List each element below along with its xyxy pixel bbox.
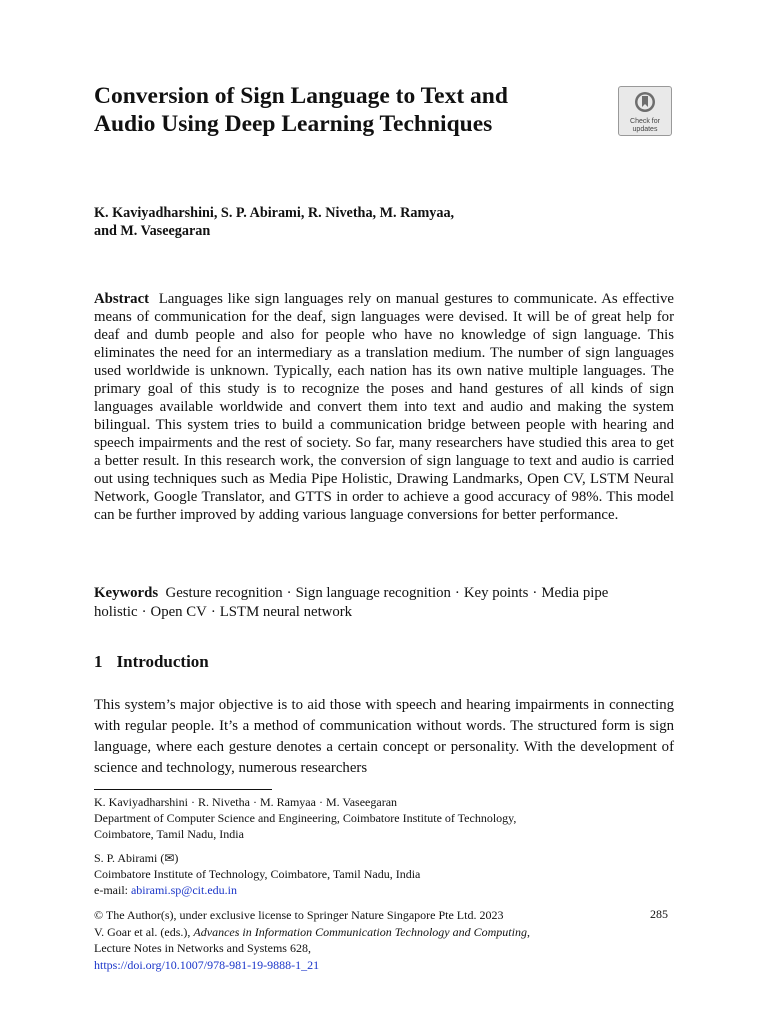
check-for-updates-badge[interactable] — [618, 86, 672, 136]
authors-line-2: and M. Vaseegaran — [94, 223, 211, 239]
author-list — [94, 204, 574, 240]
affiliation-department: Department of Computer Science and Engineering, Coimbatore Institute of Technology, — [94, 811, 517, 825]
copyright-notice: © The Author(s), under exclusive license to Springer Nature Singapore Pte Ltd. 2023 — [94, 908, 504, 922]
citation-editors: V. Goar et al. (eds.), — [94, 924, 194, 939]
abstract — [94, 290, 674, 524]
affiliation-place: Coimbatore, Tamil Nadu, India — [94, 827, 244, 841]
keyword: Key points — [463, 585, 529, 601]
keywords: Keywords Gesture recognition · Sign language recognition · Key points · Media pipe holistic · Open CV · LSTM neural network — [94, 585, 609, 620]
badge-line1: Check for — [630, 118, 660, 125]
citation-comma: , — [526, 924, 530, 939]
page-number: 285 — [650, 907, 668, 921]
mail-icon: ✉ — [164, 851, 175, 865]
corresponding-institution: Coimbatore Institute of Technology, Coimbatore, Tamil Nadu, India — [94, 867, 421, 881]
copyright-block — [94, 907, 674, 973]
authors-line-1: K. Kaviyadharshini, S. P. Abirami, R. Nivetha, M. Ramyaa, — [94, 205, 455, 221]
email-label: e-mail: — [94, 883, 131, 897]
keyword: Media pipe holistic — [94, 585, 609, 620]
keywords-label: Keywords — [94, 585, 159, 601]
abstract-text: Languages like sign languages rely on manual gestures to communicate. As effective means of communication for the deaf, sign languages were devised. It will be of great help for deaf and dumb people and also for people who have no knowledge of sign language. This eliminates the need for an intermediary as a translation medium. The number of sign languages used worldwide is unknown. Typically, each nation has its own native multiple languages. The primary goal of this study is to recognize the poses and hand gestures of all kinds of sign languages available worldwide and convert them into text and audio and making the system bilingual. This system tries to build a communication bridge between people with hearing and speech impairments and the rest of society. So far, many researchers have studied this area to get a better result. In this research work, the conversion of sign language to text and audio is carried out using techniques such as Media Pipe Holistic, Drawing Landmarks, Open CV, LSTM Neural Network, Google Translator, and GTTS in order to achieve a good accuracy of 98%. This model can be further improved by adding various language conversions for better performance. — [94, 291, 674, 523]
citation — [94, 924, 674, 941]
affiliation-footnote-2 — [94, 850, 654, 898]
email-line — [94, 882, 654, 898]
corresponding-author-name: S. P. Abirami ( — [94, 851, 165, 865]
section-number: 1 — [94, 652, 103, 671]
corresponding-author — [94, 850, 654, 866]
affiliation-footnote-1 — [94, 794, 654, 842]
section-title: Introduction — [116, 652, 209, 671]
keyword: Gesture recognition — [165, 585, 283, 601]
introduction-paragraph: This system’s major objective is to aid those with speech and hearing impairments in connecting with regular people. It’s a method of communication without words. The structured form is sign language, where each gesture denotes a certain concept or personality. With the development of science and technology, numerous researchers — [94, 697, 674, 776]
footnote-rule — [94, 789, 272, 790]
affiliation-names: K. Kaviyadharshini · R. Nivetha · M. Ramyaa · M. Vaseegaran — [94, 795, 398, 809]
badge-line2: updates — [632, 125, 658, 133]
section-heading — [94, 652, 209, 672]
keyword: Sign language recognition — [295, 585, 451, 601]
bookmark-icon — [634, 91, 656, 113]
paper-title: Conversion of Sign Language to Text and Audio Using Deep Learning Techniques — [94, 83, 508, 137]
corresponding-author-close: ) — [174, 851, 179, 865]
keyword: LSTM neural network — [219, 603, 353, 620]
abstract-label: Abstract — [94, 291, 150, 307]
series-line: Lecture Notes in Networks and Systems 628, — [94, 941, 311, 955]
keyword: Open CV — [150, 603, 207, 620]
email-link[interactable]: abirami.sp@cit.edu.in — [130, 883, 238, 897]
citation-book-title: Advances in Information Communication Technology and Computing — [193, 924, 527, 939]
doi-link[interactable]: https://doi.org/10.1007/978-981-19-9888-1_21 — [94, 957, 320, 972]
